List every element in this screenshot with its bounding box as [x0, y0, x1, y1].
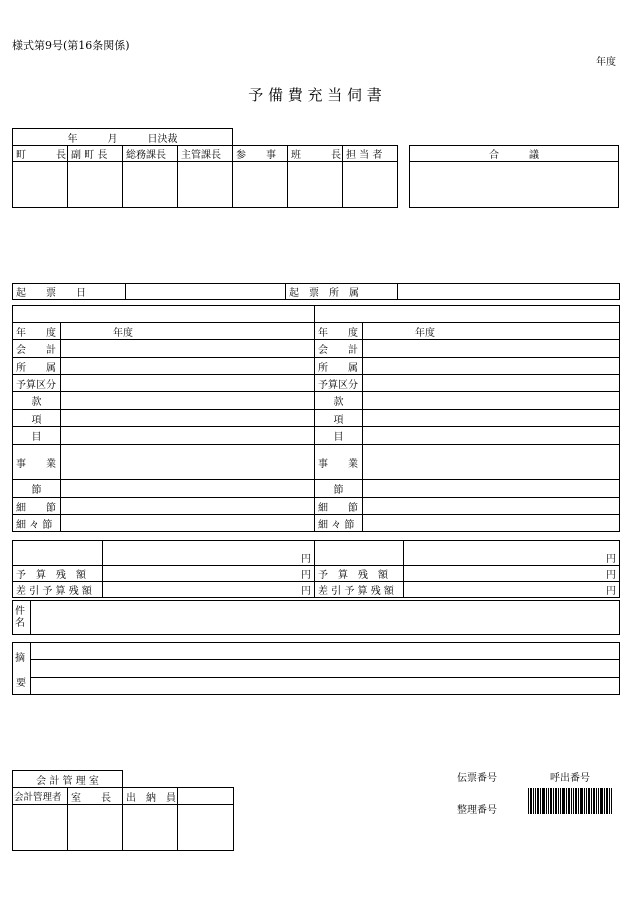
- accounting-office-label: 会 計 管 理 室: [13, 771, 123, 788]
- row-label: 節: [13, 480, 61, 498]
- page-title: 予 備 費 充 当 伺 書: [248, 86, 382, 104]
- row-field[interactable]: [61, 410, 315, 427]
- seal-box[interactable]: [178, 805, 234, 851]
- row-label: 目: [315, 427, 363, 445]
- approval-table: [12, 145, 398, 208]
- seal-box[interactable]: [178, 162, 233, 208]
- row-label: 会 計: [315, 340, 363, 358]
- seal-box[interactable]: [233, 162, 288, 208]
- row-label: 細 々 節: [315, 515, 363, 532]
- row-field[interactable]: [363, 340, 620, 358]
- summary-line[interactable]: [31, 678, 620, 695]
- diff-remaining-yen[interactable]: 円: [103, 582, 315, 598]
- barcode-icon: [528, 788, 612, 814]
- row-label: 所 属: [315, 358, 363, 375]
- row-field[interactable]: [61, 358, 315, 375]
- remaining-yen[interactable]: 円: [103, 566, 315, 582]
- seal-box[interactable]: [68, 162, 123, 208]
- amount-yen[interactable]: 円: [404, 541, 620, 566]
- amount-label-blank: [13, 541, 103, 566]
- council-label: 合 議: [410, 146, 619, 162]
- summary-label-bottom: 要: [16, 678, 26, 689]
- accounting-office-header: [12, 770, 123, 788]
- row-field[interactable]: [363, 480, 620, 498]
- seal-box[interactable]: [288, 162, 343, 208]
- row-label: 細 々 節: [13, 515, 61, 532]
- row-field[interactable]: [61, 515, 315, 532]
- reference-number-label: 整理番号: [457, 805, 497, 816]
- form-label: 様式第9号(第16条関係): [12, 39, 130, 52]
- row-field[interactable]: [61, 498, 315, 515]
- council-table: [409, 145, 619, 208]
- row-field[interactable]: [61, 392, 315, 410]
- accounting-col-cashier: 出 納 員: [123, 788, 178, 805]
- budget-table-right: [314, 305, 620, 532]
- row-field[interactable]: [61, 445, 315, 480]
- row-field[interactable]: [363, 515, 620, 532]
- row-label: 款: [13, 392, 61, 410]
- row-label: 予算区分: [315, 375, 363, 392]
- seal-box[interactable]: [343, 162, 398, 208]
- summary-table: [12, 642, 620, 695]
- call-number-label: 呼出番号: [550, 773, 590, 784]
- remaining-yen[interactable]: 円: [404, 566, 620, 582]
- accounting-col-blank: [178, 788, 234, 805]
- approval-col-team: 班 長: [288, 146, 343, 162]
- row-field[interactable]: [363, 392, 620, 410]
- row-label: 項: [13, 410, 61, 427]
- row-label: 細 節: [315, 498, 363, 515]
- seal-box[interactable]: [13, 162, 68, 208]
- approval-col-deputy: 副 町 長: [68, 146, 123, 162]
- seal-box[interactable]: [13, 805, 68, 851]
- subject-field[interactable]: [31, 601, 620, 635]
- remaining-label: 予 算 残 額: [315, 566, 404, 582]
- row-field[interactable]: [363, 410, 620, 427]
- slip-number-label: 伝票番号: [457, 773, 497, 784]
- draft-dept-field[interactable]: [398, 284, 620, 300]
- subject-label: 件 名: [13, 601, 31, 635]
- row-label: 会 計: [13, 340, 61, 358]
- row-field[interactable]: [363, 427, 620, 445]
- diff-remaining-label: 差 引 予 算 残 額: [13, 582, 103, 598]
- council-box[interactable]: [410, 162, 619, 208]
- subject-table: [12, 600, 620, 635]
- row-field[interactable]: [363, 375, 620, 392]
- row-label: 細 節: [13, 498, 61, 515]
- row-label: 目: [13, 427, 61, 445]
- row-label: 事 業: [13, 445, 61, 480]
- approval-col-general: 総務課長: [123, 146, 178, 162]
- row-field[interactable]: [363, 498, 620, 515]
- row-label: 款: [315, 392, 363, 410]
- row-field[interactable]: [61, 480, 315, 498]
- approval-col-councilor: 参 事: [233, 146, 288, 162]
- draft-date-field[interactable]: [126, 284, 286, 300]
- seal-box[interactable]: [68, 805, 123, 851]
- row-label: 節: [315, 480, 363, 498]
- year-value[interactable]: 年度: [61, 323, 315, 340]
- row-label: 所 属: [13, 358, 61, 375]
- budget-table-left: [12, 305, 315, 532]
- accounting-col-manager: 会計管理者: [13, 788, 68, 805]
- summary-line[interactable]: [31, 660, 620, 678]
- budget-header[interactable]: [13, 306, 315, 323]
- row-label: 年 度: [315, 323, 363, 340]
- accounting-table: [12, 787, 234, 851]
- amount-label-blank: [315, 541, 404, 566]
- draft-dept-label: 起 票 所 属: [286, 284, 398, 300]
- decision-date: 年 月 日決裁: [13, 129, 233, 146]
- diff-remaining-yen[interactable]: 円: [404, 582, 620, 598]
- row-field[interactable]: [363, 445, 620, 480]
- row-label: 事 業: [315, 445, 363, 480]
- draft-table: [12, 283, 620, 300]
- diff-remaining-label: 差 引 予 算 残 額: [315, 582, 404, 598]
- budget-header[interactable]: [315, 306, 620, 323]
- row-field[interactable]: [61, 427, 315, 445]
- seal-box[interactable]: [123, 805, 178, 851]
- approval-col-staff: 担 当 者: [343, 146, 398, 162]
- seal-box[interactable]: [123, 162, 178, 208]
- row-label: 予算区分: [13, 375, 61, 392]
- remaining-label: 予 算 残 額: [13, 566, 103, 582]
- row-field[interactable]: [61, 375, 315, 392]
- row-field[interactable]: [61, 340, 315, 358]
- approval-col-manager: 主管課長: [178, 146, 233, 162]
- fiscal-year-label: 年度: [596, 57, 616, 68]
- year-value[interactable]: 年度: [363, 323, 620, 340]
- row-field[interactable]: [363, 358, 620, 375]
- summary-label: [13, 643, 31, 695]
- amount-table-left: [12, 540, 315, 598]
- approval-col-mayor: 町 長: [13, 146, 68, 162]
- summary-label-top: 摘: [15, 653, 25, 664]
- summary-line[interactable]: [31, 643, 620, 660]
- decision-header: [12, 128, 233, 146]
- row-label: 項: [315, 410, 363, 427]
- row-label: 年 度: [13, 323, 61, 340]
- accounting-col-chief: 室 長: [68, 788, 123, 805]
- draft-date-label: 起 票 日: [13, 284, 126, 300]
- amount-yen[interactable]: 円: [103, 541, 315, 566]
- amount-table-right: [314, 540, 620, 598]
